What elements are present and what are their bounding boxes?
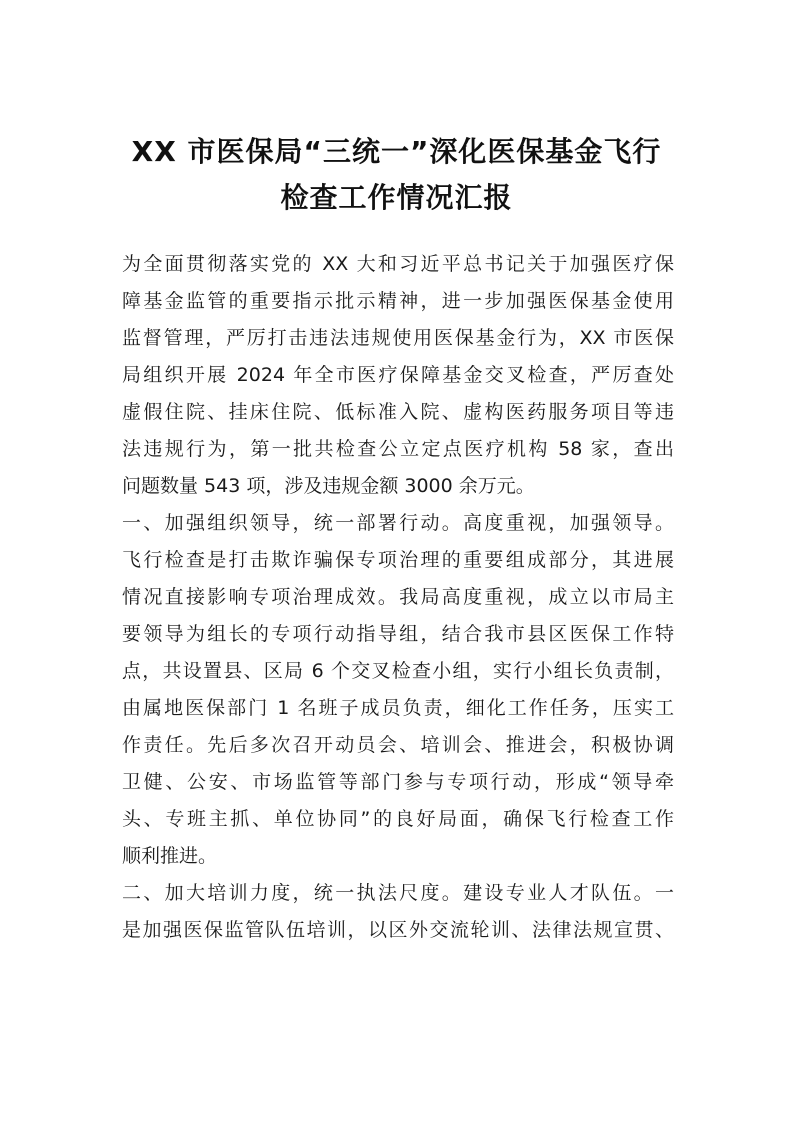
paragraph-line: 情况直接影响专项治理成效。我局高度重视，成立以市局主	[122, 586, 674, 608]
section-heading-line: 一、加强组织领导，统一部署行动。高度重视，加强领导。	[122, 512, 674, 534]
paragraph-line: 局组织开展 2024 年全市医疗保障基金交叉检查，严厉查处	[122, 364, 674, 386]
paragraph-line: 要领导为组长的专项行动指导组，结合我市县区医保工作特	[122, 623, 674, 645]
paragraph-line: 卫健、公安、市场监管等部门参与专项行动，形成“领导牵	[122, 771, 674, 793]
document-title-line-1: XX 市医保局“三统一”深化医保基金飞行	[131, 135, 662, 168]
paragraph-line: 障基金监管的重要指示批示精神，进一步加强医保基金使用	[122, 290, 674, 312]
paragraph-line: 由属地医保部门 1 名班子成员负责，细化工作任务，压实工	[122, 697, 674, 719]
paragraph-line: 监督管理，严厉打击违法违规使用医保基金行为，XX 市医保	[122, 327, 674, 349]
paragraph-line: 问题数量 543 项，涉及违规金额 3000 余万元。	[122, 475, 535, 497]
section-heading-line: 二、加大培训力度，统一执法尺度。建设专业人才队伍。一	[122, 882, 674, 904]
paragraph-line: 飞行检查是打击欺诈骗保专项治理的重要组成部分，其进展	[122, 549, 674, 571]
paragraph-line: 为全面贯彻落实党的 XX 大和习近平总书记关于加强医疗保	[122, 253, 674, 275]
paragraph-line: 顺利推进。	[122, 845, 218, 867]
paragraph-line: 虚假住院、挂床住院、低标准入院、虚构医药服务项目等违	[122, 401, 674, 423]
paragraph-line: 是加强医保监管队伍培训，以区外交流轮训、法律法规宣贯、	[122, 919, 674, 941]
paragraph-line: 法违规行为，第一批共检查公立定点医疗机构 58 家，查出	[122, 438, 674, 460]
paragraph-line: 作责任。先后多次召开动员会、培训会、推进会，积极协调	[122, 734, 674, 756]
document-title-line-2: 检查工作情况汇报	[280, 181, 513, 214]
paragraph-line: 点，共设置县、区局 6 个交叉检查小组，实行小组长负责制，	[122, 660, 674, 682]
paragraph-line: 头、专班主抓、单位协同”的良好局面，确保飞行检查工作	[122, 808, 674, 830]
